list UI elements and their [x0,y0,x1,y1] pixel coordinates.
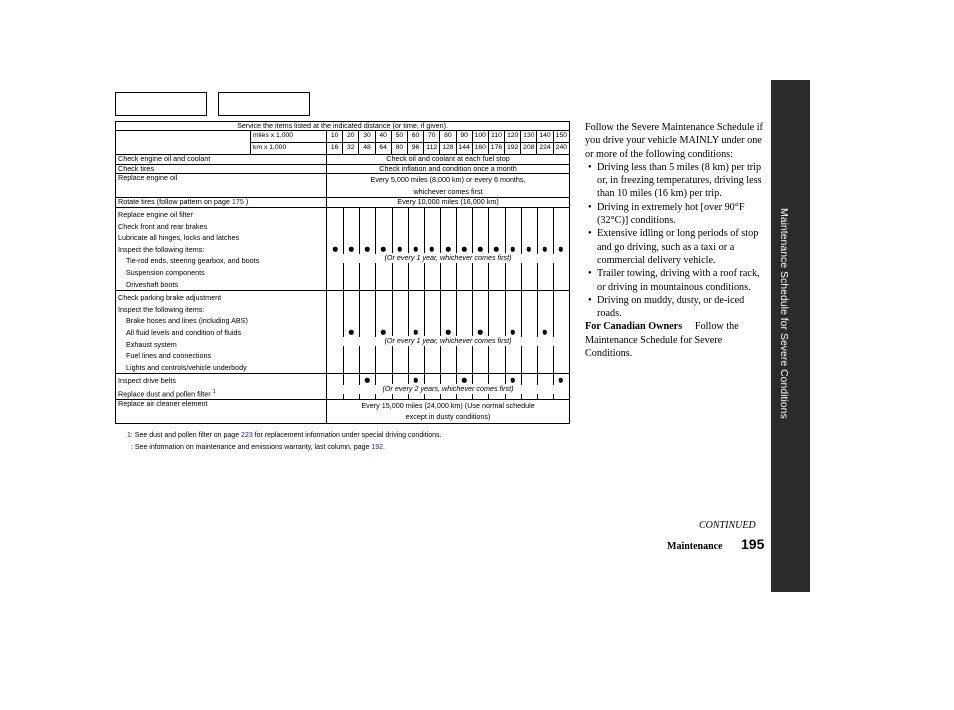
km-value: 176 [488,143,504,155]
table-row [116,174,570,198]
column-divider [521,291,522,373]
interval-line: except in dusty conditions) [405,412,491,422]
service-mark [526,247,531,252]
blank-cell [116,131,251,155]
miles-label: miles x 1,000 [251,131,327,143]
miles-value: 20 [343,131,359,143]
column-divider [472,291,473,373]
miles-row [116,131,570,143]
condition-item: ● Extensive idling or long periods of stop and go driving, such as a taxi or a commercial delivery vehicle. [585,227,765,267]
interval-note: (Or every 1 year, whichever comes first) [327,254,569,263]
conditions-text [585,121,765,360]
km-value: 208 [521,143,537,155]
condition-item: ● Trailer towing, driving with a roof rack, or driving in mountainous conditions. [585,267,765,294]
maintenance-schedule-table [115,121,570,424]
footnote-text: for replacement information under special driving conditions. [252,432,442,439]
service-sub-item: Suspension components [126,268,205,278]
marks-grid [327,291,570,374]
column-divider [553,291,554,373]
service-mark [494,247,499,252]
interval-line: Every 5,000 miles (8,000 km) or every 6 months, [370,175,526,185]
km-value: 128 [440,143,456,155]
service-text: ) [243,197,249,207]
service-item: Replace air cleaner element [116,399,327,423]
miles-value: 100 [472,131,488,143]
service-mark [397,247,402,252]
column-divider [440,208,441,290]
footnote-number: 1 [127,432,131,439]
service-mark [349,247,354,252]
service-mark [414,330,419,335]
header-box-right [218,92,310,116]
canada-text: Follow the Maintenance Schedule for Severe Conditions. [585,321,739,360]
section-name: Maintenance [667,541,723,552]
column-divider [505,291,506,373]
column-divider [521,208,522,290]
intro-paragraph: Follow the Severe Maintenance Schedule if you drive your vehicle MAINLY under one or more of the following conditions: [585,122,763,160]
miles-value: 150 [553,131,569,143]
km-value: 240 [553,143,569,155]
table-row [116,198,570,208]
service-group-3 [116,374,327,399]
service-mark [381,330,386,335]
km-value: 112 [424,143,440,155]
miles-value: 40 [375,131,391,143]
service-item: Replace engine oil [116,174,327,198]
service-item: Check tires [116,164,327,174]
service-item: Lubricate all hinges, locks and latches [118,233,240,243]
page-link[interactable]: 223 [241,432,253,439]
column-divider [359,291,360,373]
column-divider [343,208,344,290]
service-interval: Check inflation and condition once a month [327,164,570,174]
service-item: Inspect the following items: [118,304,205,314]
column-divider [553,208,554,290]
canada-heading: For Canadian Owners [585,321,683,333]
service-mark [478,247,483,252]
service-mark [446,330,451,335]
header-box-left [115,92,207,116]
km-value: 96 [407,143,423,155]
service-mark [510,330,515,335]
table-row [116,208,570,291]
service-sub-item: Fuel lines and connections [126,351,212,361]
km-label: km x 1,000 [251,143,327,155]
service-item: Replace engine oil filter [118,210,193,220]
service-sub-item: All fluid levels and condition of fluids [126,328,242,338]
km-value: 80 [391,143,407,155]
column-divider [456,291,457,373]
continued-label: CONTINUED [699,520,756,531]
service-item: Check engine oil and coolant [116,155,327,165]
interval-line: Every 15,000 miles (24,000 km) (Use normal schedule [361,400,535,410]
miles-value: 30 [359,131,375,143]
service-sub-item: Exhaust system [126,339,177,349]
page-link[interactable]: 175 [231,197,244,207]
column-divider [456,208,457,290]
marks-grid [327,374,570,399]
km-value: 192 [505,143,521,155]
footnote-2 [131,444,385,451]
column-divider [488,291,489,373]
km-value: 160 [472,143,488,155]
page-link[interactable]: 192 [371,444,384,451]
service-mark [462,378,467,383]
service-item [116,198,327,208]
column-divider [392,208,393,290]
column-divider [392,291,393,373]
miles-value: 70 [424,131,440,143]
service-sub-item: Tie-rod ends, steering gearbox, and boots [126,256,260,266]
column-divider [537,291,538,373]
service-item: Inspect the following items: [118,244,205,254]
column-divider [424,208,425,290]
table-row [116,164,570,174]
service-interval: Every 10,000 miles (16,000 km) [327,198,570,208]
km-value: 224 [537,143,553,155]
service-mark [349,330,354,335]
service-mark [333,247,338,252]
column-divider [359,208,360,290]
km-value: 32 [343,143,359,155]
column-divider [505,208,506,290]
miles-value: 80 [440,131,456,143]
interval-line: whichever comes first [413,186,483,196]
miles-value: 140 [537,131,553,143]
interval-note: (Or every 1 year, whichever comes first) [327,337,569,346]
page-number: 195 [741,536,765,552]
service-item: Check front and rear brakes [118,221,208,231]
service-text: Rotate tires (follow pattern on page [118,197,232,207]
service-item [118,387,324,399]
service-mark [414,378,419,383]
footnote-text: : See information on maintenance and emissions warranty, last column, page [131,444,372,451]
service-item: Check parking brake adjustment [118,293,222,303]
km-value: 16 [327,143,343,155]
miles-value: 130 [521,131,537,143]
service-mark [365,247,370,252]
service-mark [559,378,564,383]
service-sub-item: Lights and controls/vehicle underbody [126,362,247,372]
canada-paragraph [585,320,765,360]
service-sub-item: Driveshaft boots [126,279,178,289]
footnote-1 [127,432,441,439]
service-mark [543,247,548,252]
column-divider [343,291,344,373]
table-row [116,399,570,423]
service-mark [543,330,548,335]
column-divider [408,291,409,373]
service-mark [414,247,419,252]
miles-value: 120 [505,131,521,143]
service-mark [510,378,515,383]
column-divider [375,208,376,290]
miles-value: 110 [488,131,504,143]
service-interval [327,174,570,198]
section-tab [771,80,810,592]
condition-item: ● Driving on muddy, dusty, or de-iced roads. [585,294,765,321]
service-mark [446,247,451,252]
section-tab-title: Maintenance Schedule for Severe Conditions [778,208,790,419]
service-mark [462,247,467,252]
column-divider [537,208,538,290]
service-group-2 [116,291,327,374]
column-divider [408,208,409,290]
column-divider [375,291,376,373]
table-row [116,155,570,165]
footnote-marker: 1 [212,389,216,396]
km-value: 144 [456,143,472,155]
column-divider [488,208,489,290]
service-group-1 [116,208,327,291]
service-text: Replace dust and pollen filter [118,389,211,399]
conditions-list [585,161,765,321]
condition-item: ● Driving in extremely hot [over 90°F (32°C)] conditions. [585,201,765,228]
service-mark [381,247,386,252]
column-divider [472,208,473,290]
service-mark [510,247,515,252]
footnote-text: . [383,444,385,451]
table-header: Service the items listed at the indicated distance (or time, if given). [116,122,570,131]
service-mark [365,378,370,383]
miles-value: 10 [327,131,343,143]
table-row [116,374,570,399]
service-mark [478,330,483,335]
miles-value: 50 [391,131,407,143]
table-row [116,291,570,374]
service-interval: Check oil and coolant at each fuel stop [327,155,570,165]
condition-item: ● Driving less than 5 miles (8 km) per trip or, in freezing temperatures, driving less than 10 miles (16 km) per trip. [585,161,765,201]
km-value: 64 [375,143,391,155]
service-item: Inspect drive belts [118,376,176,386]
column-divider [440,291,441,373]
marks-grid [327,208,570,291]
miles-value: 90 [456,131,472,143]
service-interval [327,399,570,423]
km-value: 48 [359,143,375,155]
column-divider [424,291,425,373]
miles-value: 60 [407,131,423,143]
service-sub-item: Brake hoses and lines (including ABS) [126,316,248,326]
service-mark [430,247,435,252]
interval-note: (Or every 2 years, whichever comes first) [327,385,569,394]
service-mark [559,247,564,252]
footnote-text: : See dust and pollen filter on page [130,432,242,439]
